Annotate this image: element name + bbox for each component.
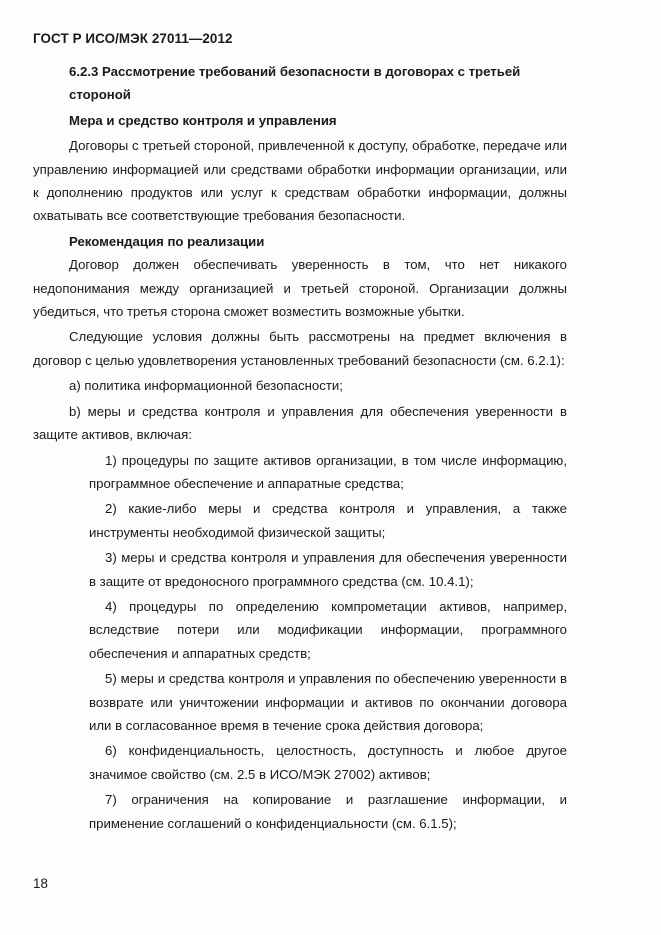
list-item-a: а) политика информационной безопасности;: [69, 378, 343, 394]
sub-item-1: 1) процедуры по защите активов организации, в том числе информацию, программное обеспечение и аппаратные средства;: [89, 452, 567, 491]
page-number: 18: [33, 876, 48, 891]
page-body: [33, 60, 567, 835]
sub-item-5: 5) меры и средства контроля и управления по обеспечению уверенности в возврате или уничтожении информации и активов по окончании договора или в согласованное время в течение срока действия договора;: [89, 671, 567, 733]
sub-item-6: 6) конфиденциальность, целостность, доступность и любое другое значимое свойство (см. 2.5 в ИСО/МЭК 27002) активов;: [89, 743, 567, 782]
list-item-b: b) меры и средства контроля и управления для обеспечения уверенности в защите активов, включая:: [33, 403, 567, 443]
guidance-heading: Рекомендация по реализации: [69, 233, 265, 249]
document-code-header: ГОСТ Р ИСО/МЭК 27011—2012: [33, 31, 233, 46]
section-title-line-2: стороной: [69, 87, 131, 103]
guidance-paragraph-2: Следующие условия должны быть рассмотрены на предмет включения в договор с целью удовлетворения установленных требований безопасности (см. 6.2.1):: [33, 329, 567, 368]
control-subtitle: Мера и средство контроля и управления: [69, 112, 337, 128]
sub-item-3: 3) меры и средства контроля и управления для обеспечения уверенности в защите от вредоносного программного средства (см. 10.4.1);: [89, 550, 567, 589]
sub-item-4: 4) процедуры по определению компрометации активов, например, вследствие потери или модификации информации, программного обеспечения и аппаратных средств;: [89, 598, 567, 661]
sub-item-7: 7) ограничения на копирование и разглашение информации, и применение соглашений о конфиденциальности (см. 6.1.5);: [89, 792, 567, 831]
guidance-paragraph-1: Договор должен обеспечивать уверенность в том, что нет никакого недопонимания между организацией и третьей стороной. Организации должны убедиться, что третья сторона сможет возместить возможные убытки.: [33, 257, 567, 320]
control-paragraph: Договоры с третьей стороной, привлеченной к доступу, обработке, передаче или управлению информацией или средствами обработки информации организации, или к дополнению продуктов или услуг к средствам обработки информации, должны охватывать все соответствующие требования безопасности.: [33, 138, 567, 224]
sub-item-2: 2) какие-либо меры и средства контроля и управления, а также инструменты необходимой физической защиты;: [89, 501, 567, 540]
section-title-line-1: 6.2.3 Рассмотрение требований безопасности в договорах с третьей: [69, 64, 521, 79]
